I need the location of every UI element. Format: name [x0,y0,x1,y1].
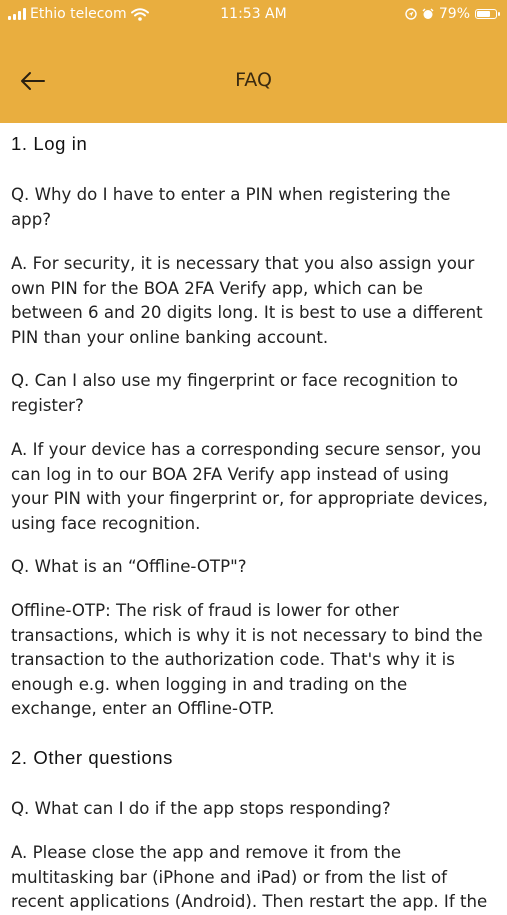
section-title-other-questions: 2. Other questions [11,747,173,768]
battery-icon [475,9,497,19]
faq-answer: A. Please close the app and remove it from the multitasking bar (iPhone and iPad) or from the list of recent applications (Android). Then restart the app. If the [11,843,488,911]
faq-question: Q. Can I also use my fingerprint or face recognition to register? [11,371,459,415]
status-time: 11:53 AM [220,6,287,22]
faq-answer: A. If your device has a corresponding secure sensor, you can log in to our BOA 2FA Verify app instead of using your PIN with your fingerprint or, for appropriate devices, using face recognition. [11,440,489,533]
app-header [0,0,507,123]
faq-question: Q. Why do I have to enter a PIN when registering the app? [11,185,451,229]
status-right [405,6,497,22]
alarm-icon [422,8,434,20]
battery-percent: 79% [438,6,470,22]
status-bar [0,0,507,28]
faq-question: Q. What is an “Offline-OTP"? [11,557,247,576]
faq-answer: Offline-OTP: The risk of fraud is lower for other transactions, which is why it is not necessary to bind the transaction to the authorization code. That's why it is enough e.g. when logging in and trading on the exchange, enter an Offline-OTP. [11,601,483,718]
section-title-log-in: 1. Log in [11,133,88,154]
faq-content [0,123,507,911]
faq-answer: A. For security, it is necessary that you also assign your own PIN for the BOA 2FA Verify app, which can be between 6 and 20 digits long. It is best to use a different PIN than your online banking account. [11,254,483,347]
location-icon [405,8,417,20]
faq-question: Q. What can I do if the app stops responding? [11,799,391,818]
carrier-name: Ethio telecom [30,6,127,22]
page-title: FAQ [235,69,272,91]
